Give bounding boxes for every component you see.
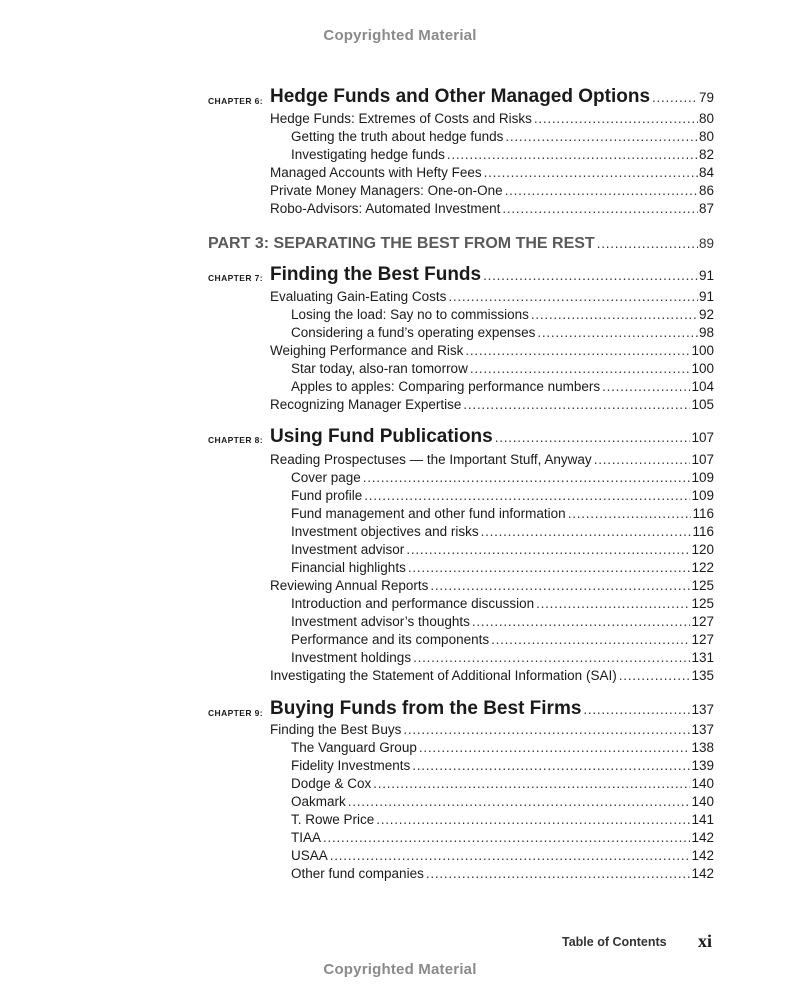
toc-entry[interactable]: Fund profile . . . 109	[291, 488, 714, 503]
page-number: xi	[698, 931, 713, 951]
toc-entry[interactable]: Hedge Funds: Extremes of Costs and Risks . . . 80	[270, 111, 714, 126]
chapter-6-page: 79	[698, 90, 714, 105]
chapter-8-page: 107	[691, 430, 714, 445]
toc-entry[interactable]: Private Money Managers: One-on-One . . . 86	[270, 183, 714, 198]
toc-entry[interactable]: Losing the load: Say no to commissions . . . 92	[291, 307, 714, 322]
toc-entry[interactable]: Apples to apples: Comparing performance numbers . . . 104	[291, 379, 714, 394]
chapter-7-heading[interactable]	[270, 264, 714, 286]
toc-entry[interactable]: Getting the truth about hedge funds . . . 80	[291, 129, 714, 144]
watermark-bottom: Copyrighted Material	[323, 961, 477, 978]
toc-entry[interactable]: Robo-Advisors: Automated Investment . . . 87	[270, 201, 714, 216]
chapter-8-label: CHAPTER 8:	[208, 435, 264, 445]
toc-entry[interactable]: Investment advisor’s thoughts . . . 127	[291, 614, 714, 629]
chapter-7-title: Finding the Best Funds	[270, 264, 482, 285]
toc-entry[interactable]: Performance and its components . . . 127	[291, 632, 714, 647]
toc-entry[interactable]: Reading Prospectuses — the Important Stuff, Anyway . . . 107	[270, 452, 714, 467]
chapter-9-page: 137	[691, 702, 714, 717]
toc-entry[interactable]: Considering a fund’s operating expenses . . . 98	[291, 325, 714, 340]
part-3-page: 89	[698, 236, 714, 251]
toc-entry[interactable]: Finding the Best Buys . . . 137	[270, 722, 714, 737]
part-3-title: PART 3: SEPARATING THE BEST FROM THE REST	[208, 235, 595, 252]
toc-entry[interactable]: Fidelity Investments . . . 139	[291, 758, 714, 773]
toc-entry[interactable]: The Vanguard Group . . . 138	[291, 740, 714, 755]
toc-entry[interactable]: Introduction and performance discussion . . . 125	[291, 596, 714, 611]
toc-entry[interactable]: Oakmark . . . 140	[291, 794, 714, 809]
toc-entry[interactable]: Recognizing Manager Expertise . . . 105	[270, 397, 714, 412]
toc-entry[interactable]: Investment objectives and risks . . . 116	[291, 524, 714, 539]
toc-entry[interactable]: TIAA . . . 142	[291, 830, 714, 845]
chapter-6-title: Hedge Funds and Other Managed Options	[270, 86, 651, 107]
toc-entry[interactable]: T. Rowe Price . . . 141	[291, 812, 714, 827]
part-3-heading[interactable]	[208, 235, 714, 253]
toc-entry[interactable]: Cover page . . . 109	[291, 470, 714, 485]
toc-entry[interactable]: Dodge & Cox . . . 140	[291, 776, 714, 791]
toc-entry[interactable]: Reviewing Annual Reports . . . 125	[270, 578, 714, 593]
toc-entry[interactable]: Weighing Performance and Risk . . . 100	[270, 343, 714, 358]
chapter-9-title: Buying Funds from the Best Firms	[270, 698, 582, 719]
chapter-7-page: 91	[698, 268, 714, 283]
toc-entry[interactable]: Evaluating Gain-Eating Costs . . . 91	[270, 289, 714, 304]
chapter-8-title: Using Fund Publications	[270, 426, 493, 447]
chapter-6-heading[interactable]	[270, 86, 714, 108]
chapter-6-label: CHAPTER 6:	[208, 96, 264, 106]
toc-entry[interactable]: Managed Accounts with Hefty Fees . . . 84	[270, 165, 714, 180]
toc-entry[interactable]: Investigating hedge funds . . . 82	[291, 147, 714, 162]
chapter-9-heading[interactable]	[270, 698, 714, 720]
toc-entry[interactable]: Financial highlights . . . 122	[291, 560, 714, 575]
toc-entry[interactable]: Star today, also-ran tomorrow . . . 100	[291, 361, 714, 376]
watermark-top: Copyrighted Material	[323, 27, 477, 44]
toc-entry[interactable]: Fund management and other fund information . . . 116	[291, 506, 714, 521]
toc-entry[interactable]: USAA . . . 142	[291, 848, 714, 863]
toc-entry[interactable]: Investment advisor . . . 120	[291, 542, 714, 557]
running-footer-label: Table of Contents	[562, 935, 667, 949]
toc-entry[interactable]: Investigating the Statement of Additional Information (SAI) . . . 135	[270, 668, 714, 683]
chapter-8-heading[interactable]	[270, 426, 714, 448]
chapter-7-label: CHAPTER 7:	[208, 273, 264, 283]
chapter-9-label: CHAPTER 9:	[208, 708, 264, 718]
toc-entry[interactable]: Investment holdings . . . 131	[291, 650, 714, 665]
toc-entry[interactable]: Other fund companies . . . 142	[291, 866, 714, 881]
